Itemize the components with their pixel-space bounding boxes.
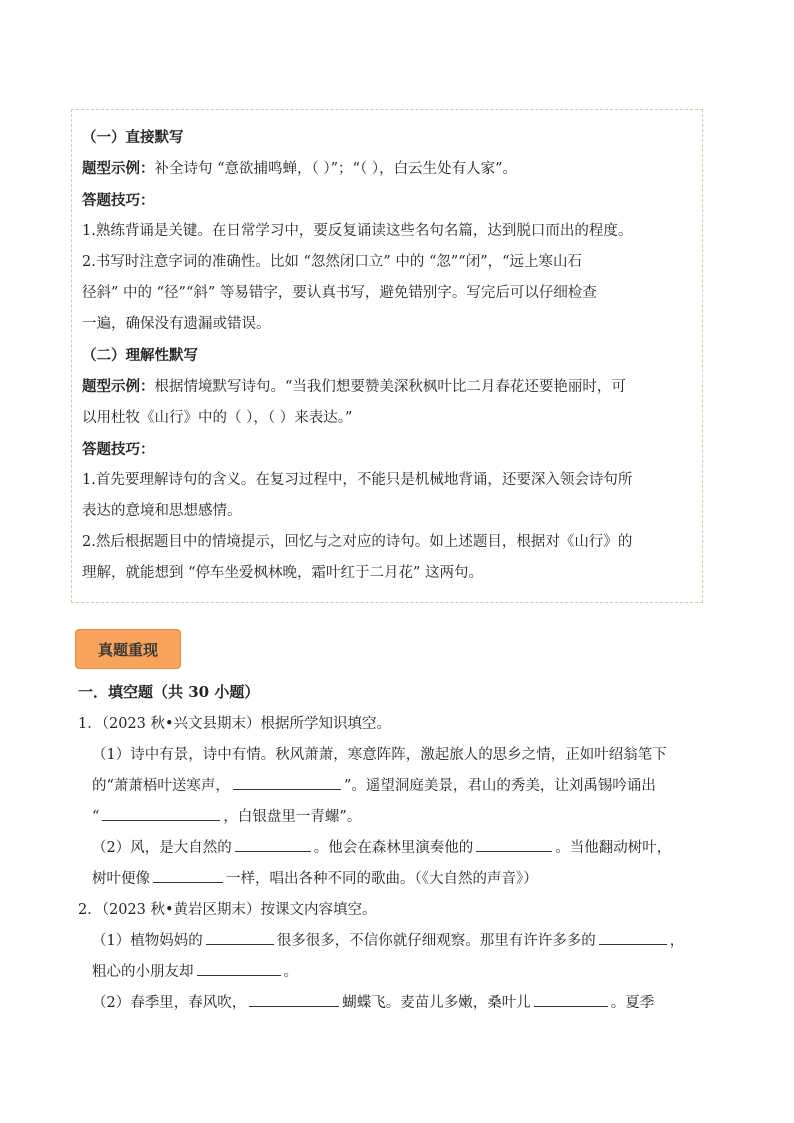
q2-text: （1）植物妈妈的 xyxy=(92,933,203,949)
answer-blank[interactable] xyxy=(102,806,220,821)
q2-text: 。 xyxy=(283,964,298,980)
s1-p2c: 一遍，确保没有遗漏或错误。 xyxy=(82,316,271,332)
q1-text: ”。遥望洞庭美景，君山的秀美，让刘禹锡吟诵出 xyxy=(343,778,656,794)
s1-skill-label: 答题技巧： xyxy=(82,192,155,209)
q1-text: ，白银盘里一青螺”。 xyxy=(223,809,362,825)
q2-text: 。夏季 xyxy=(610,995,655,1011)
section-title: 一．填空题（共 30 小题） xyxy=(78,683,260,701)
q1-text: 。当他翻动树叶， xyxy=(555,840,672,856)
q1-text: 。他会在森林里演奏他的 xyxy=(313,840,474,856)
q2-text: 粗心的小朋友却 xyxy=(92,964,194,980)
q2-text: 蝴蝶飞。麦苗儿多嫩，桑叶儿 xyxy=(342,995,531,1011)
s1-example xyxy=(82,153,694,185)
q2-line-1 xyxy=(78,926,718,957)
s2-example-b: 以用杜牧《山行》中的（ ），（ ）来表达。” xyxy=(82,410,353,426)
questions xyxy=(78,709,718,1019)
answer-blank[interactable] xyxy=(153,868,223,883)
answer-blank[interactable] xyxy=(233,775,341,790)
answer-blank[interactable] xyxy=(197,961,281,976)
s2-example-text: 根据情境默写诗句。“当我们想要赞美深秋枫叶比二月春花还要艳丽时，可 xyxy=(154,379,626,395)
q1-text: 一样，唱出各种不同的歌曲。（《大自然的声音》） xyxy=(226,871,538,887)
tips-box xyxy=(71,109,703,603)
q1-line-2 xyxy=(78,771,718,802)
answer-blank[interactable] xyxy=(249,992,339,1007)
s1-p2a: 2.书写时注意字词的准确性。比如 “忽然闭口立” 中的 “忽”“闭”，“远上寒山石 xyxy=(82,254,583,270)
s1-title: （一）直接默写 xyxy=(82,129,184,146)
q2-text: ， xyxy=(669,933,685,949)
answer-blank[interactable] xyxy=(599,930,667,945)
s2-example-a xyxy=(82,371,694,403)
q1-line-4 xyxy=(78,833,718,864)
q2-text: （2）春季里，春风吹， xyxy=(92,995,247,1011)
s1-p1: 1.熟练背诵是关键。在日常学习中，要反复诵读这些名句名篇，达到脱口而出的程度。 xyxy=(82,223,633,239)
s2-p2b: 理解，就能想到 “停车坐爱枫林晚，霜叶红于二月花” 这两句。 xyxy=(82,565,484,581)
s2-p1b: 表达的意境和思想感情。 xyxy=(82,503,242,519)
s2-example-label: 题型示例： xyxy=(82,378,155,395)
q1-line-3 xyxy=(78,802,718,833)
q1-line-5 xyxy=(78,864,718,895)
section-badge: 真题重现 xyxy=(75,629,181,669)
q2-text: 很多很多，不信你就仔细观察。那里有许许多多的 xyxy=(276,933,596,949)
q1-line-1: （1）诗中有景，诗中有情。秋风萧萧，寒意阵阵，激起旅人的思乡之情，正如叶绍翁笔下 xyxy=(92,747,667,763)
q1-text: 的“萧萧梧叶送寒声， xyxy=(92,778,230,794)
q1-text: 树叶便像 xyxy=(92,871,150,887)
answer-blank[interactable] xyxy=(476,837,552,852)
s2-title: （二）理解性默写 xyxy=(82,347,198,364)
q1-text: （2）风，是大自然的 xyxy=(92,840,232,856)
q1-text: “ xyxy=(92,809,100,825)
s1-p2b: 径斜” 中的 “径”“斜” 等易错字，要认真书写，避免错别字。写完后可以仔细检查 xyxy=(82,285,597,301)
s2-p2a: 2.然后根据题目中的情境提示，回忆与之对应的诗句。如上述题目，根据对《山行》的 xyxy=(82,534,633,550)
s1-example-text: 补全诗句 “意欲捕鸣蝉，（ ）”；“（ ），白云生处有人家”。 xyxy=(154,161,517,177)
q2-line-3 xyxy=(78,988,718,1019)
answer-blank[interactable] xyxy=(235,837,311,852)
q2-line-2 xyxy=(78,957,718,988)
answer-blank[interactable] xyxy=(534,992,608,1007)
s2-skill-label: 答题技巧： xyxy=(82,441,155,458)
answer-blank[interactable] xyxy=(206,930,274,945)
s1-example-label: 题型示例： xyxy=(82,160,155,177)
s2-p1a: 1.首先要理解诗句的含义。在复习过程中，不能只是机械地背诵，还要深入领会诗句所 xyxy=(82,472,633,488)
question-1-head: 1．（2023 秋•兴文县期末）根据所学知识填空。 xyxy=(78,716,392,732)
question-2-head: 2．（2023 秋•黄岩区期末）按课文内容填空。 xyxy=(78,902,377,918)
